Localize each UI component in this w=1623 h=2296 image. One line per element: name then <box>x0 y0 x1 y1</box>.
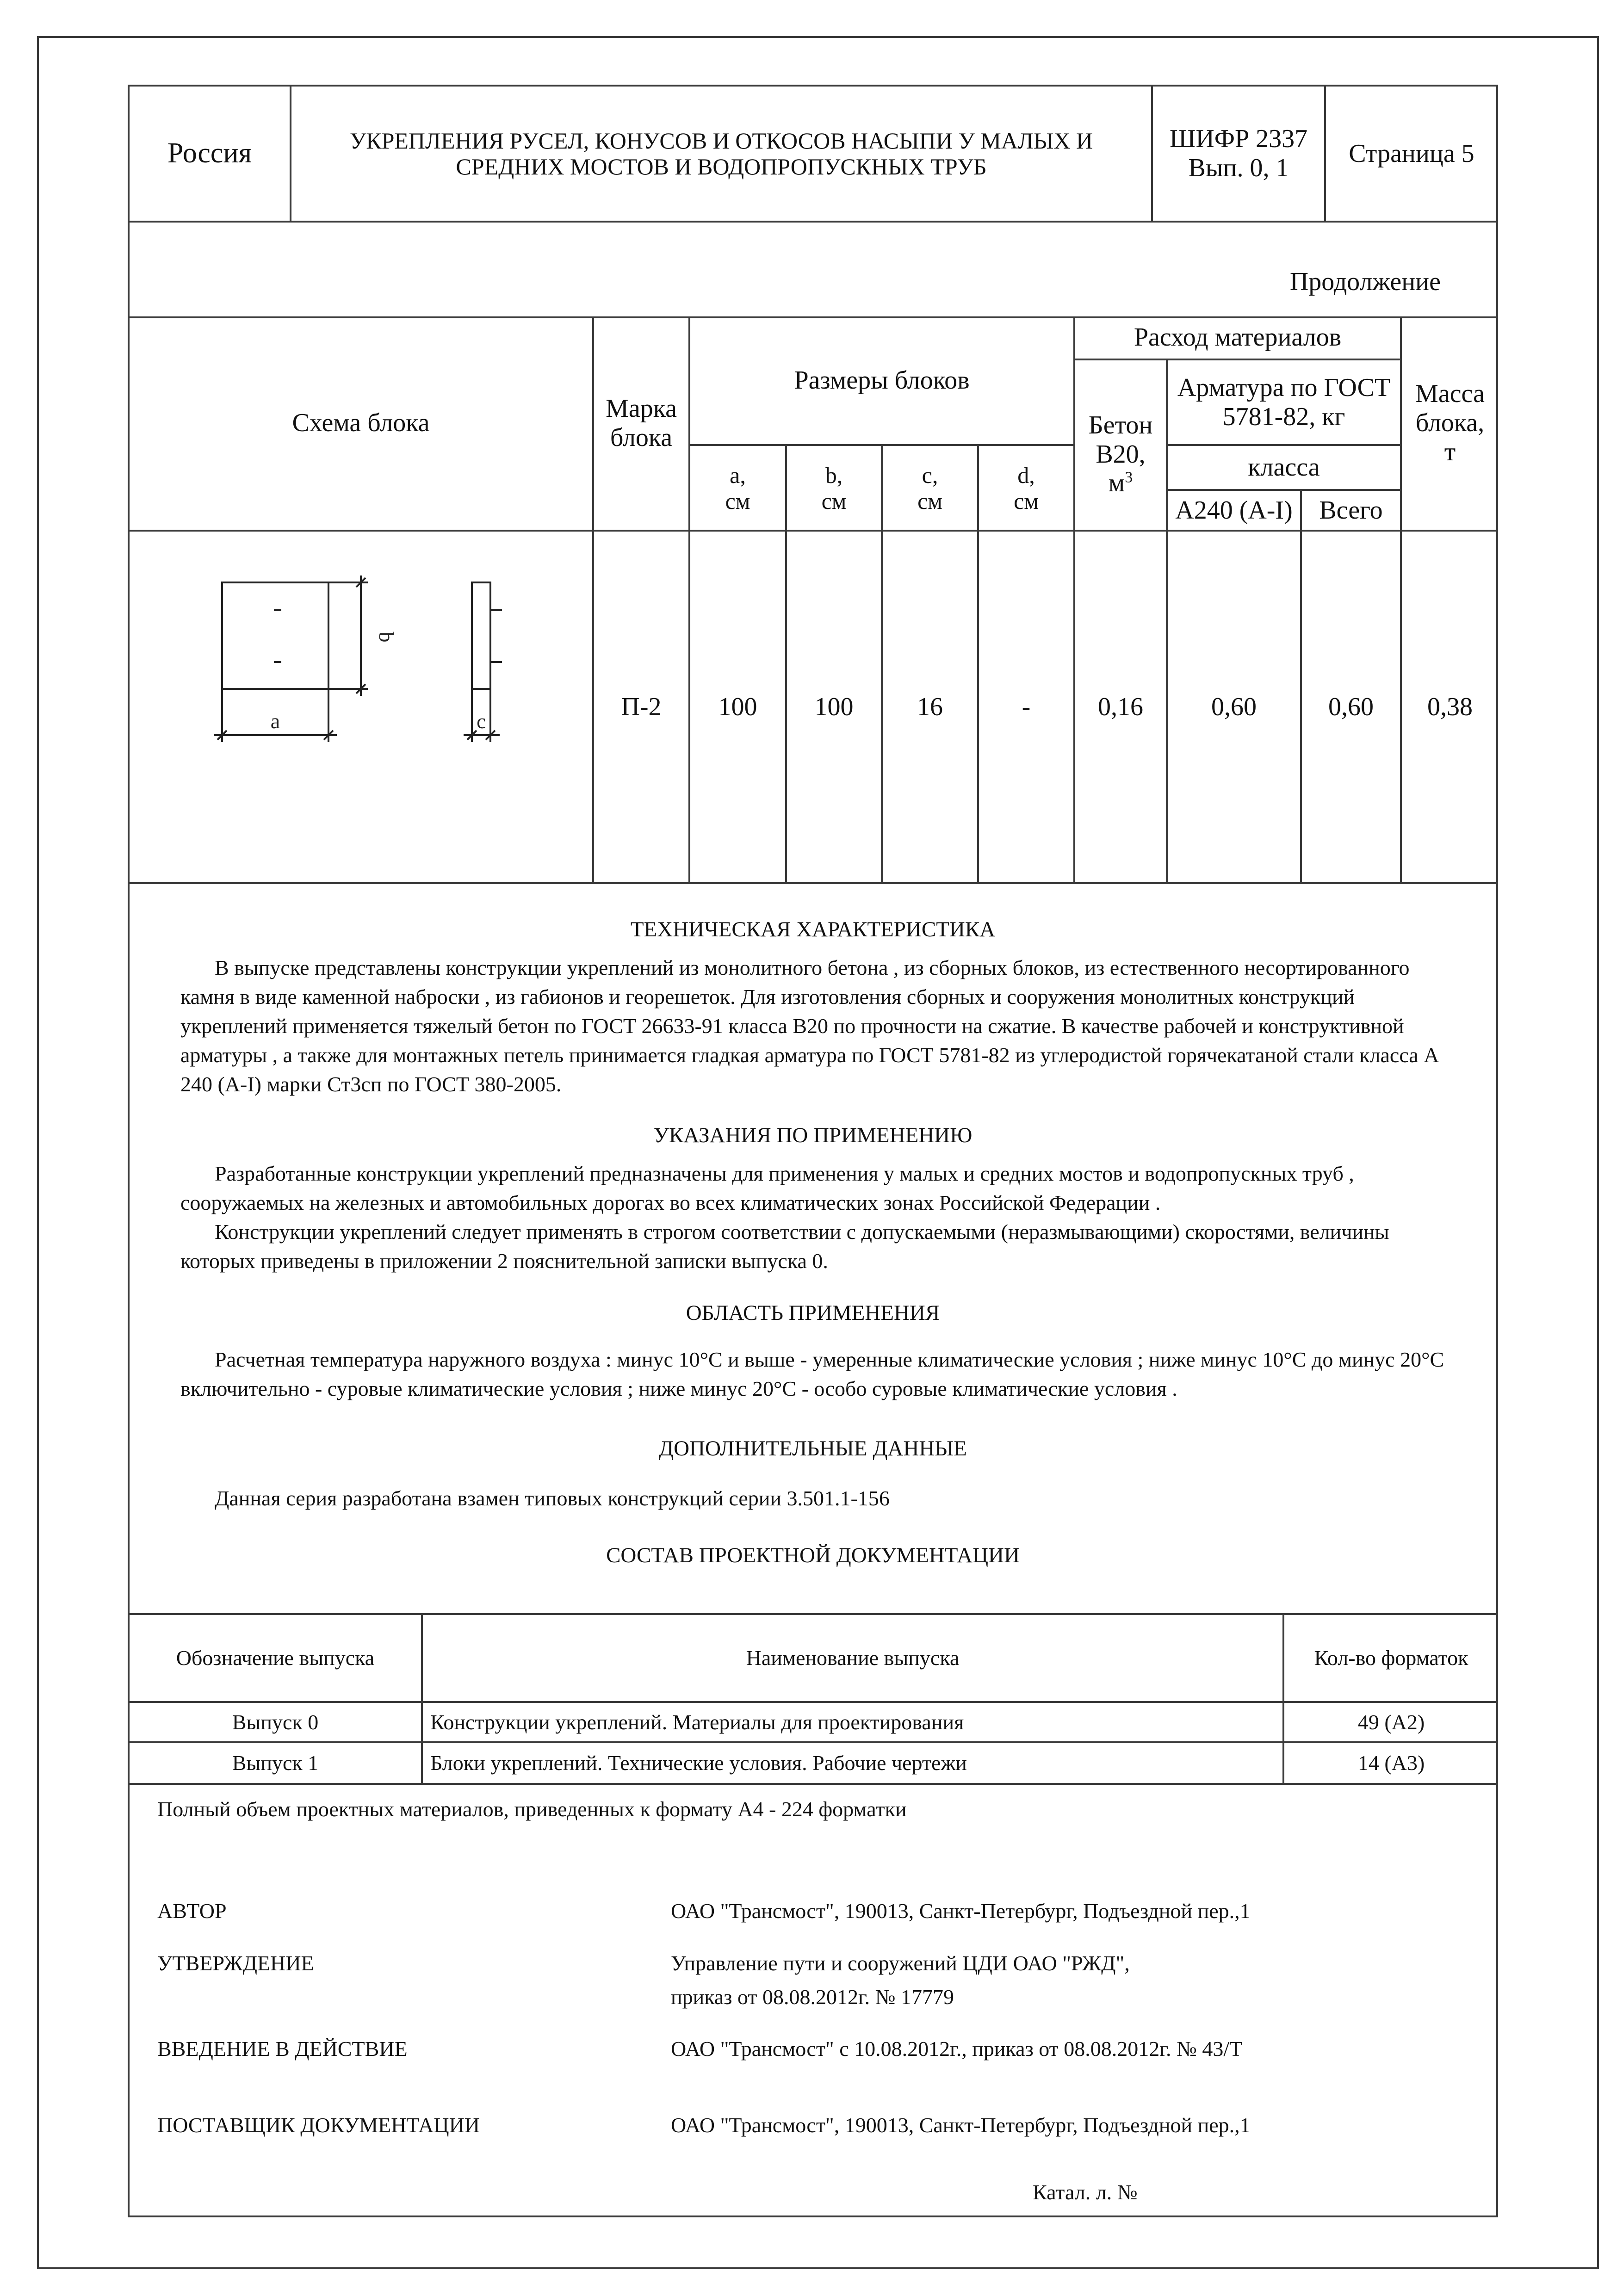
docs-row-name: Блоки укреплений. Технические условия. Рабочие чертежи <box>430 1751 967 1775</box>
col-header-c: c, см <box>917 462 942 514</box>
header-country: Россия <box>167 137 252 169</box>
scope-text <box>180 1345 1467 1403</box>
cell-mark: П-2 <box>621 692 662 721</box>
dim-label-c: c <box>477 710 486 733</box>
tech-title: ТЕХНИЧЕСКАЯ ХАРАКТЕРИСТИКА <box>630 917 996 941</box>
usage-paragraph-2: Конструкции укреплений следует применять в строгом соответствии с допускаемыми (неразмывающими) скоростями, величины которых приведены в приложении 2 пояснительной записки выпуска 0. <box>180 1220 1389 1273</box>
tech-text <box>180 953 1467 1099</box>
docs-row-code: Выпуск 1 <box>232 1751 319 1775</box>
dim-label-b: b <box>375 631 398 643</box>
header-code-line2: Вып. 0, 1 <box>1188 154 1289 182</box>
col-header-total: Всего <box>1319 495 1383 525</box>
col-header-a240: A240 (A-I) <box>1175 495 1293 525</box>
col-header-concrete-name: Бетон В20, <box>1088 410 1153 469</box>
extra-paragraph: Данная серия разработана взамен типовых конструкций серии 3.501.1-156 <box>215 1486 890 1510</box>
docs-header-code: Обозначение выпуска <box>176 1646 375 1670</box>
docs-total: Полный объем проектных материалов, приведенных к формату А4 - 224 форматки <box>157 1797 907 1821</box>
extra-title: ДОПОЛНИТЕЛЬНЫЕ ДАННЫЕ <box>659 1436 967 1461</box>
supplier-label: ПОСТАВЩИК ДОКУМЕНТАЦИИ <box>157 2113 480 2137</box>
author-label: АВТОР <box>157 1899 227 1923</box>
col-header-d: d, см <box>1014 462 1039 514</box>
scope-paragraph: Расчетная температура наружного воздуха : минус 10°С и выше - умеренные климатические условия ; ниже минус 10°С до минус 20°С включительно - суровые климатические условия ; ниже минус 20°С - особо суровые климатические условия . <box>180 1348 1444 1400</box>
col-header-mass: Масса блока, т <box>1415 379 1485 466</box>
col-header-class: класса <box>1248 453 1320 482</box>
document-sheet <box>128 85 1498 2217</box>
cell-concrete: 0,16 <box>1098 692 1143 721</box>
usage-text <box>180 1159 1467 1275</box>
docs-header-count: Кол-во форматок <box>1314 1646 1468 1670</box>
col-header-concrete-unit: $м^3$ <box>1108 469 1133 498</box>
docs-title: СОСТАВ ПРОЕКТНОЙ ДОКУМЕНТАЦИИ <box>606 1543 1020 1567</box>
header-page: Страница 5 <box>1349 139 1474 168</box>
dim-label-a: a <box>270 709 280 733</box>
col-header-b: b, см <box>821 462 847 514</box>
col-header-rebar: Арматура по ГОСТ 5781-82, кг <box>1177 373 1391 431</box>
block-scheme-drawing <box>130 532 590 880</box>
supplier-value: ОАО "Трансмост", 190013, Санкт-Петербург, Подъездной пер.,1 <box>671 2113 1251 2137</box>
tech-paragraph: В выпуске представлены конструкции укреплений из монолитного бетона , из сборных блоков, из естественного несортированного камня в виде каменной наброски , из габионов и георешеток. Для изготовления сборных и сооружения монолитных конструкций укреплений применяется тяжелый бетон по ГОСТ 26633-91 класса В20 по прочности на сжатие. В качестве рабочей и конструктивной арматуры , а также для монтажных петель принимается гладкая арматура по ГОСТ 5781-82 из углеродистой горячекатаной стали класса А 240 (А-I) марки Ст3сп по ГОСТ 380-2005. <box>180 956 1439 1096</box>
continuation-label: Продолжение <box>1289 267 1441 296</box>
extra-text <box>180 1484 1467 1513</box>
enact-value: ОАО "Трансмост" с 10.08.2012г., приказ от 08.08.2012г. № 43/Т <box>671 2037 1243 2061</box>
usage-title: УКАЗАНИЯ ПО ПРИМЕНЕНИЮ <box>653 1123 973 1147</box>
approval-label: УТВЕРЖДЕНИЕ <box>157 1951 314 1975</box>
author-value: ОАО "Трансмост", 190013, Санкт-Петербург, Подъездной пер.,1 <box>671 1899 1251 1923</box>
col-header-materials: Расход материалов <box>1134 323 1342 352</box>
header-code <box>1153 87 1324 221</box>
usage-paragraph-1: Разработанные конструкции укреплений предназначены для применения у малых и средних мостов и водопропускных труб , сооружаемых на железных и автомобильных дорогах во всех климатических зонах Российской Федерации . <box>180 1162 1354 1214</box>
header-title: УКРЕПЛЕНИЯ РУСЕЛ, КОНУСОВ И ОТКОСОВ НАСЫПИ У МАЛЫХ И СРЕДНИХ МОСТОВ И ВОДОПРОПУСКНЫХ ТРУБ <box>349 128 1093 179</box>
cell-b: 100 <box>814 692 854 721</box>
cell-mass: 0,38 <box>1427 692 1473 721</box>
block-front-view <box>222 582 328 689</box>
cell-a240: 0,60 <box>1211 692 1257 721</box>
header-code-line1: ШИФР 2337 <box>1169 124 1308 154</box>
docs-row-count: 14 (А3) <box>1357 1751 1425 1775</box>
docs-row-code: Выпуск 0 <box>232 1710 319 1734</box>
col-header-a: a, см <box>725 462 750 514</box>
scope-title: ОБЛАСТЬ ПРИМЕНЕНИЯ <box>686 1301 940 1325</box>
col-header-concrete <box>1075 360 1166 530</box>
catalog-label: Катал. л. № <box>1033 2180 1138 2204</box>
block-side-view <box>472 582 490 689</box>
approval-value-1: Управление пути и сооружений ЦДИ ОАО "РЖД", <box>671 1951 1130 1975</box>
approval-value-2: приказ от 08.08.2012г. № 17779 <box>671 1985 954 2009</box>
cell-a: 100 <box>718 692 757 721</box>
col-header-mark: Марка блока <box>606 394 677 452</box>
cell-total: 0,60 <box>1328 692 1374 721</box>
col-header-sizes: Размеры блоков <box>794 365 970 395</box>
enact-label: ВВЕДЕНИЕ В ДЕЙСТВИЕ <box>157 2037 408 2061</box>
docs-row-name: Конструкции укреплений. Материалы для проектирования <box>430 1710 964 1734</box>
cell-d: - <box>1022 692 1031 721</box>
docs-header-name: Наименование выпуска <box>746 1646 960 1670</box>
docs-row-count: 49 (А2) <box>1357 1710 1425 1734</box>
col-header-scheme: Схема блока <box>292 408 430 438</box>
cell-c: 16 <box>917 692 943 721</box>
